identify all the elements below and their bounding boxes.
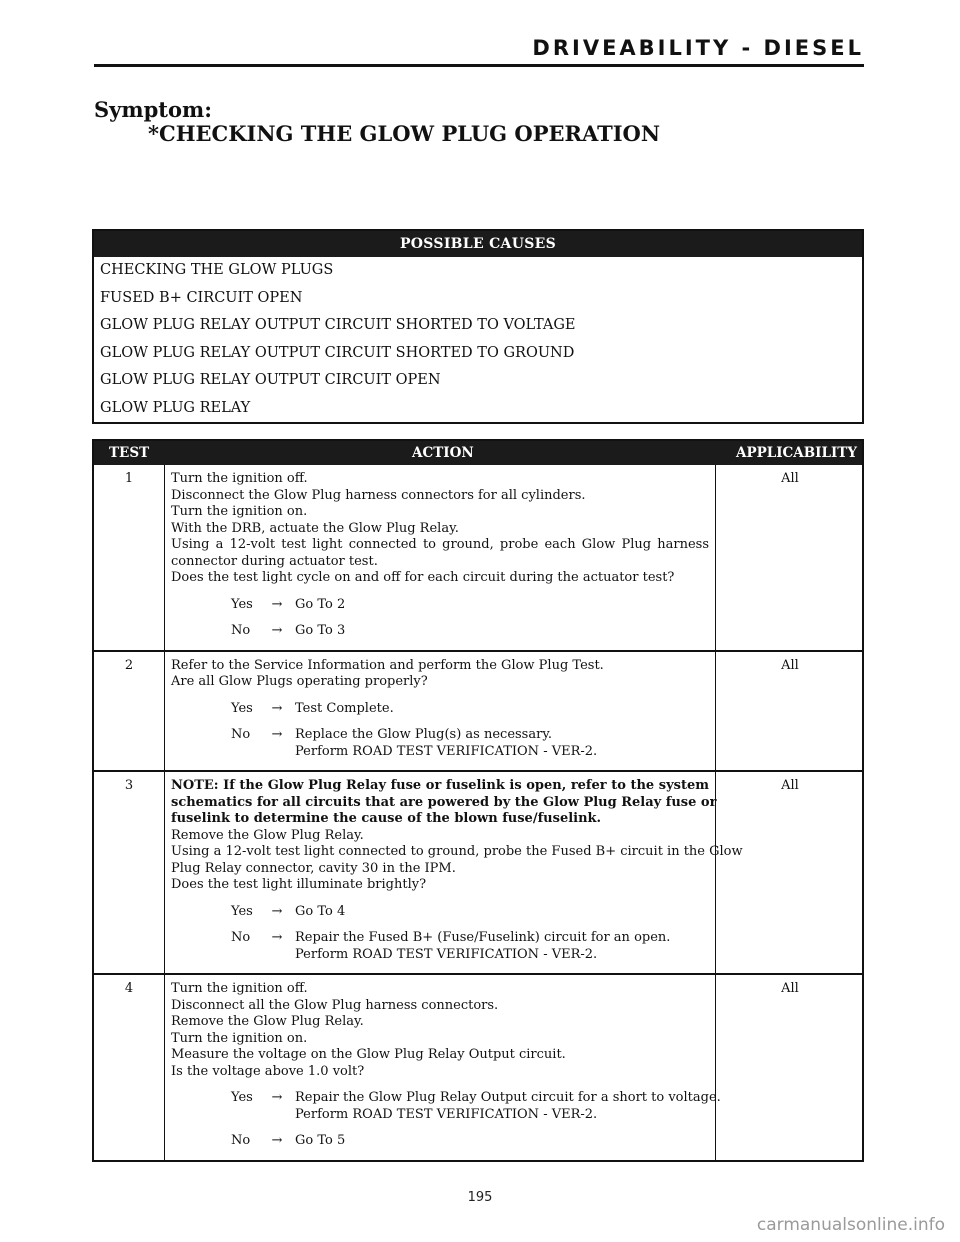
answer-text: Repair the Glow Plug Relay Output circuit for a short to voltage. xyxy=(295,1090,721,1105)
section-header: DRIVEABILITY - DIESEL xyxy=(532,36,864,60)
possible-causes-heading: POSSIBLE CAUSES xyxy=(94,231,862,257)
answers xyxy=(171,597,709,640)
note-line: fuselink to determine the cause of the blown fuse/fuselink. xyxy=(171,811,602,826)
action-line: Turn the ignition off. xyxy=(171,471,308,486)
action-line: Turn the ignition off. xyxy=(171,981,308,996)
answer-text: Perform ROAD TEST VERIFICATION - VER-2. xyxy=(295,743,598,759)
symptom-label: Symptom: xyxy=(94,97,212,122)
test-number: 3 xyxy=(124,778,134,793)
test-row-3 xyxy=(94,770,862,973)
arrow-icon: → xyxy=(271,596,283,612)
answer-no xyxy=(231,623,709,640)
note-line: NOTE: If the Glow Plug Relay fuse or fuselink is open, refer to the system xyxy=(171,778,709,793)
answer-label: Yes xyxy=(231,1090,253,1105)
action-line: Refer to the Service Information and perform the Glow Plug Test. xyxy=(171,657,604,673)
column-header-test: TEST xyxy=(109,445,150,461)
answer-yes xyxy=(231,597,709,614)
note-line: schematics for all circuits that are powered by the Glow Plug Relay fuse or xyxy=(171,794,717,810)
answer-no xyxy=(231,930,709,963)
arrow-icon: → xyxy=(271,623,283,638)
answer-text: Go To 2 xyxy=(295,596,346,612)
answer-label: Yes xyxy=(231,700,253,716)
action-line: Remove the Glow Plug Relay. xyxy=(171,827,364,843)
answers xyxy=(171,701,709,761)
action-line: Turn the ignition on. xyxy=(171,504,308,519)
test-action xyxy=(164,652,716,771)
answer-yes xyxy=(231,701,709,718)
action-line: With the DRB, actuate the Glow Plug Relay. xyxy=(171,520,459,536)
answer-yes xyxy=(231,904,709,921)
arrow-icon: → xyxy=(271,727,283,742)
test-applicability: All xyxy=(781,657,799,673)
answer-text: Go To 3 xyxy=(295,623,346,638)
action-line: Is the voltage above 1.0 volt? xyxy=(171,1063,365,1079)
answer-text: Go To 5 xyxy=(295,1133,346,1148)
cause-item: CHECKING THE GLOW PLUGS xyxy=(100,262,334,278)
column-header-action: ACTION xyxy=(412,445,474,461)
answer-label: No xyxy=(231,727,251,742)
test-applicability: All xyxy=(781,471,799,486)
answer-text: Go To 4 xyxy=(295,903,346,919)
action-line: connector during actuator test. xyxy=(171,553,378,569)
answer-label: Yes xyxy=(231,596,253,612)
arrow-icon: → xyxy=(271,700,283,716)
cause-item: GLOW PLUG RELAY xyxy=(100,399,251,416)
answer-text: Test Complete. xyxy=(295,700,394,716)
answers xyxy=(171,1090,721,1150)
column-header-applicability: APPLICABILITY xyxy=(735,445,857,461)
answer-text: Perform ROAD TEST VERIFICATION - VER-2. xyxy=(295,1106,598,1122)
cause-item: FUSED B+ CIRCUIT OPEN xyxy=(100,289,303,306)
answer-label: No xyxy=(231,1133,251,1148)
action-line: Turn the ignition on. xyxy=(171,1030,308,1046)
action-line: Measure the voltage on the Glow Plug Relay Output circuit. xyxy=(171,1047,566,1062)
answer-label: No xyxy=(231,623,251,638)
action-line: Using a 12-volt test light connected to ground, probe each Glow Plug harness xyxy=(171,537,709,552)
symptom-title: *CHECKING THE GLOW PLUG OPERATION xyxy=(148,121,661,146)
arrow-icon: → xyxy=(271,903,283,919)
header-rule xyxy=(94,64,864,67)
action-line: Plug Relay connector, cavity 30 in the IPM. xyxy=(171,860,456,876)
arrow-icon: → xyxy=(271,1090,283,1105)
test-row-1 xyxy=(94,465,862,650)
test-number: 4 xyxy=(124,981,134,996)
test-row-2 xyxy=(94,650,862,771)
answer-text: Perform ROAD TEST VERIFICATION - VER-2. xyxy=(295,946,598,962)
action-line: Disconnect all the Glow Plug harness connectors. xyxy=(171,997,499,1013)
page-number: 195 xyxy=(467,1190,493,1205)
test-number: 1 xyxy=(124,471,134,486)
cause-item: GLOW PLUG RELAY OUTPUT CIRCUIT SHORTED TO VOLTAGE xyxy=(100,317,576,333)
cause-item: GLOW PLUG RELAY OUTPUT CIRCUIT OPEN xyxy=(100,372,441,388)
answer-no xyxy=(231,1133,709,1150)
answers xyxy=(171,904,709,964)
cause-item: GLOW PLUG RELAY OUTPUT CIRCUIT SHORTED TO GROUND xyxy=(100,344,575,361)
answer-no xyxy=(231,727,709,760)
possible-causes-table xyxy=(92,229,864,424)
action-line: Remove the Glow Plug Relay. xyxy=(171,1014,364,1029)
test-action xyxy=(164,465,716,650)
answer-label: No xyxy=(231,930,251,945)
action-line: Are all Glow Plugs operating properly? xyxy=(171,674,428,689)
watermark: carmanualsonline.info xyxy=(756,1215,945,1235)
action-line: Disconnect the Glow Plug harness connectors for all cylinders. xyxy=(171,487,586,503)
arrow-icon: → xyxy=(271,1133,283,1148)
test-row-4 xyxy=(94,973,862,1160)
test-applicability: All xyxy=(781,778,799,793)
action-line: Using a 12-volt test light connected to ground, probe the Fused B+ circuit in the Glow xyxy=(171,844,743,859)
arrow-icon: → xyxy=(271,930,283,945)
answer-label: Yes xyxy=(231,903,253,919)
test-table-header xyxy=(94,441,862,465)
answer-text: Replace the Glow Plug(s) as necessary. xyxy=(295,727,553,742)
test-action xyxy=(164,975,721,1160)
answer-text: Repair the Fused B+ (Fuse/Fuselink) circuit for an open. xyxy=(295,930,671,945)
answer-yes xyxy=(231,1090,721,1123)
test-number: 2 xyxy=(124,657,134,673)
test-action xyxy=(164,772,743,973)
test-applicability: All xyxy=(781,981,799,996)
action-line: Does the test light illuminate brightly? xyxy=(171,877,427,892)
action-line: Does the test light cycle on and off for each circuit during the actuator test? xyxy=(171,570,675,585)
test-table xyxy=(92,439,864,1162)
